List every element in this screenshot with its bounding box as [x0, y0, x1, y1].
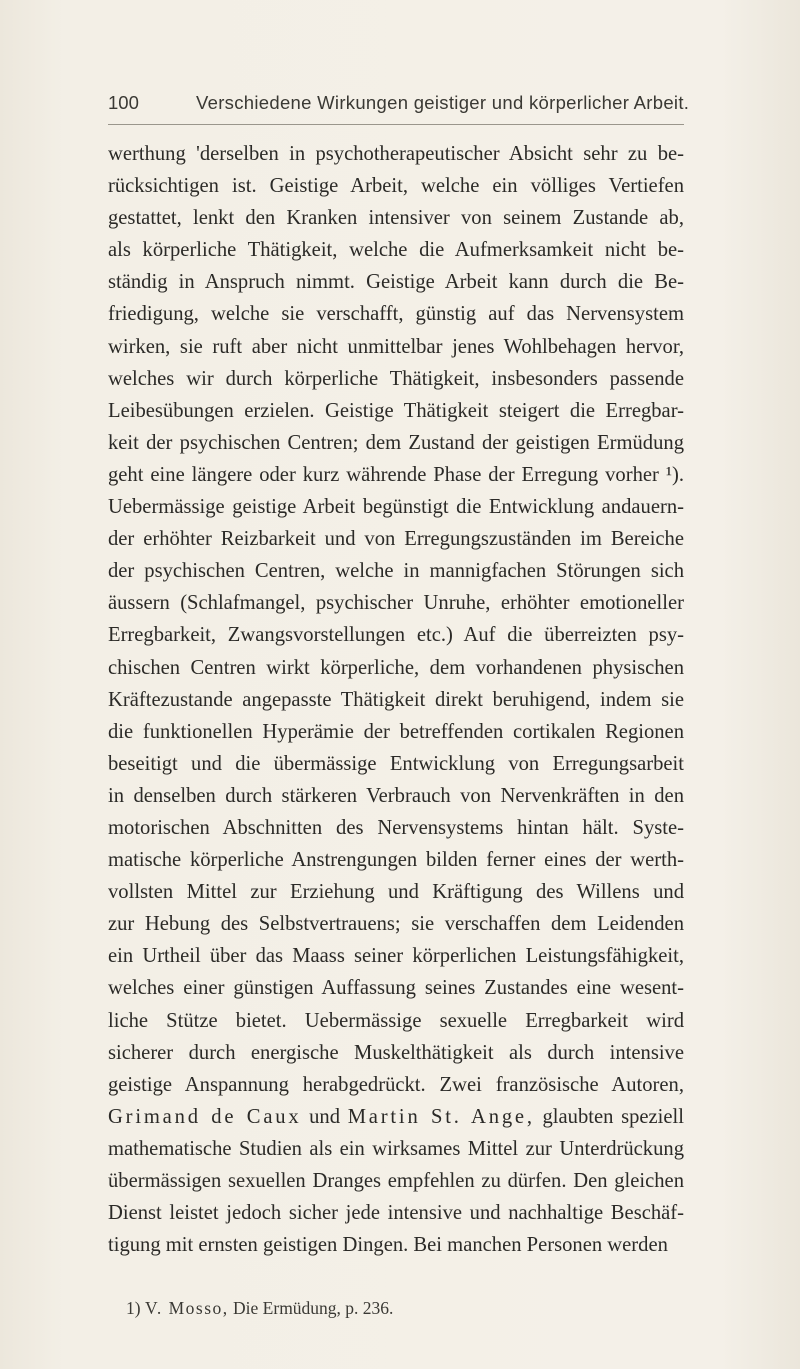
text-line-authors: [108, 1101, 684, 1133]
text-line: vollsten Mittel zur Erziehung und Kräftigung des Willens und: [108, 881, 684, 904]
text-line: mathematische Studien als ein wirksames Mittel zur Unterdrückung: [108, 1137, 684, 1160]
text-line: motorischen Abschnitten des Nervensystems hintan hält. Syste-: [108, 816, 684, 839]
text-fragment: glaubten speziell: [542, 1105, 684, 1128]
text-line: wirken, sie ruft aber nicht unmittelbar jenes Wohlbehagen hervor,: [108, 335, 684, 358]
text-line: beseitigt und die übermässige Entwicklung von Erregungsarbeit: [108, 752, 684, 775]
running-title: Verschiedene Wirkungen geistiger und körperlicher Arbeit.: [196, 92, 690, 113]
text-line: Dienst leistet jedoch sicher jede intensive und nachhaltige Beschäf-: [108, 1202, 684, 1225]
body-text: [108, 138, 684, 1261]
text-line: äussern (Schlafmangel, psychischer Unruhe, erhöhter emotioneller: [108, 592, 684, 615]
text-line: der erhöhter Reizbarkeit und von Erregungszuständen im Bereiche: [108, 528, 684, 551]
text-line: geistige Anspannung herabgedrückt. Zwei französische Autoren,: [108, 1073, 684, 1096]
text-line: sicherer durch energische Muskelthätigkeit als durch intensive: [108, 1041, 684, 1064]
author-name: Grimand de Caux: [108, 1105, 302, 1128]
text-line: ständig in Anspruch nimmt. Geistige Arbeit kann durch die Be-: [108, 271, 684, 294]
text-line: übermässigen sexuellen Dranges empfehlen zu dürfen. Den gleichen: [108, 1170, 684, 1192]
text-line: in denselben durch stärkeren Verbrauch von Nervenkräften in den: [108, 784, 684, 807]
page-header: [108, 92, 690, 120]
text-line: geht eine längere oder kurz währende Phase der Erregung vorher ¹).: [108, 463, 684, 486]
footnote-marker: 1): [126, 1298, 141, 1318]
text-line: Kräftezustande angepasste Thätigkeit direkt beruhigend, indem sie: [108, 688, 684, 711]
text-line: Uebermässige geistige Arbeit begünstigt die Entwicklung andauern-: [108, 496, 684, 519]
text-line: der psychischen Centren, welche in mannigfachen Störungen sich: [108, 560, 684, 583]
footnote-text: Die Ermüdung, p. 236.: [233, 1298, 394, 1318]
text-line: die funktionellen Hyperämie der betreffenden cortikalen Regionen: [108, 720, 684, 743]
text-line: welches einer günstigen Auffassung seines Zustandes eine wesent-: [108, 977, 684, 1000]
author-name: Martin St. Ange,: [347, 1105, 535, 1128]
text-line: rücksichtigen ist. Geistige Arbeit, welche ein völliges Vertiefen: [108, 175, 684, 198]
text-line: Erregbarkeit, Zwangsvorstellungen etc.) Auf die überreizten psy-: [108, 624, 684, 647]
conjunction: und: [309, 1105, 341, 1128]
text-line: Leibesübungen erzielen. Geistige Thätigkeit steigert die Erregbar-: [108, 399, 684, 422]
text-line: gestattet, lenkt den Kranken intensiver von seinem Zustande ab,: [108, 207, 684, 230]
text-line: welches wir durch körperliche Thätigkeit, insbesonders passende: [108, 367, 684, 390]
text-line: werthung 'derselben in psychotherapeutischer Absicht sehr zu be-: [108, 143, 684, 165]
text-line: zur Hebung des Selbstvertrauens; sie verschaffen dem Leidenden: [108, 913, 684, 936]
footnote: [126, 1298, 646, 1319]
text-line: chischen Centren wirkt körperliche, dem vorhandenen physischen: [108, 656, 684, 679]
text-line: ein Urtheil über das Maass seiner körperlichen Leistungsfähigkeit,: [108, 945, 684, 968]
text-line: tigung mit ernsten geistigen Dingen. Bei manchen Personen werden: [108, 1234, 668, 1257]
header-rule: [108, 124, 684, 125]
text-line: keit der psychischen Centren; dem Zustand der geistigen Ermüdung: [108, 431, 684, 454]
footnote-author: V. Mosso,: [144, 1298, 229, 1318]
text-line: als körperliche Thätigkeit, welche die Aufmerksamkeit nicht be-: [108, 239, 684, 262]
page-number: 100: [108, 92, 139, 113]
text-line: liche Stütze bietet. Uebermässige sexuelle Erregbarkeit wird: [108, 1009, 684, 1032]
text-line: friedigung, welche sie verschafft, günstig auf das Nervensystem: [108, 303, 684, 326]
text-line: matische körperliche Anstrengungen bilden ferner eines der werth-: [108, 849, 684, 872]
